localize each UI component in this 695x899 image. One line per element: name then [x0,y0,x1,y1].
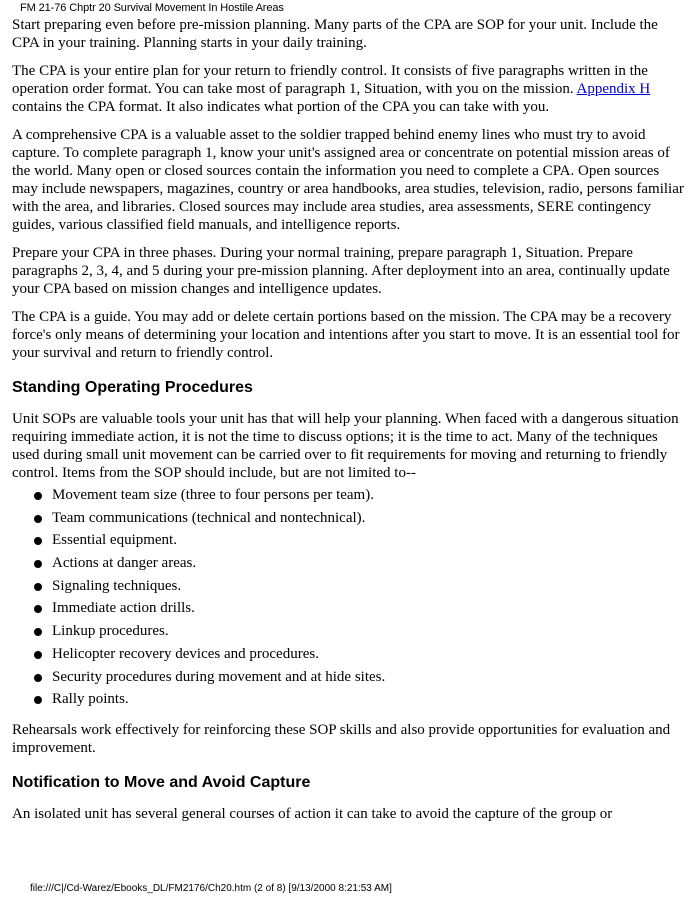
bullet-icon [34,560,42,568]
list-item: Security procedures during movement and at hide sites. [12,668,686,691]
appendix-h-link[interactable]: Appendix H [576,81,651,97]
paragraph-comprehensive-cpa: A comprehensive CPA is a valuable asset to the soldier trapped behind enemy lines who must try to avoid capture. To complete paragraph 1, know your unit's assigned area or concentrate on potential mission areas of the world. Many open or closed sources contain the information you need to complete a CPA. Open sources may include newspapers, magazines, country or area handbooks, area studies, television, radio, persons familiar with the area, and libraries. Closed sources may include area studies, area assessments, SERE contingency guides, various classified field manuals, and intelligence reports. [12,127,684,233]
list-item: Helicopter recovery devices and procedures. [12,645,686,668]
bullet-icon [34,492,42,500]
bullet-icon [34,674,42,682]
list-item: Rally points. [12,690,686,713]
list-item: Immediate action drills. [12,599,686,622]
bullet-icon [34,537,42,545]
bullet-icon [34,696,42,704]
list-item: Movement team size (three to four persons per team). [12,486,686,509]
paragraph-cpa-plan-text: The CPA is your entire plan for your return to friendly control. It consists of five paragraphs written in the operation order format. You can take most of paragraph 1, Situation, with you on the mission. [12,63,648,97]
heading-notification-to-move: Notification to Move and Avoid Capture [12,773,311,791]
list-item: Actions at danger areas. [12,554,686,577]
bullet-icon [34,605,42,613]
paragraph-cpa-plan-text-after: contains the CPA format. It also indicates what portion of the CPA you can take with you. [12,99,550,115]
heading-standing-operating-procedures: Standing Operating Procedures [12,379,253,396]
paragraph-isolated-unit: An isolated unit has several general courses of action it can take to avoid the capture of the group or [12,805,613,822]
sop-items-list [12,486,686,713]
paragraph-unit-sops: Unit SOPs are valuable tools your unit has that will help your planning. When faced with a dangerous situation requiring immediate action, it is not the time to discuss options; it is the time to act. Many of the techniques used during small unit movement can be carried over to fit requirements for moving and returning to friendly control. Items from the SOP should include, but are not limited to-- [12,411,679,481]
paragraph-cpa-guide: The CPA is a guide. You may add or delete certain portions based on the mission. The CPA may be a recovery force's only means of determining your location and intentions after you start to move. It is an essential tool for your survival and return to friendly control. [12,309,680,361]
list-item: Signaling techniques. [12,577,686,600]
document-body [12,16,686,833]
bullet-icon [34,583,42,591]
paragraph-rehearsals: Rehearsals work effectively for reinforcing these SOP skills and also provide opportunities for evaluation and improvement. [12,721,671,756]
list-item: Team communications (technical and nontechnical). [12,509,686,532]
paragraph-start-preparing: Start preparing even before pre-mission planning. Many parts of the CPA are SOP for your unit. Include the CPA in your training. Planning starts in your daily training. [12,17,658,51]
paragraph-three-phases: Prepare your CPA in three phases. During your normal training, prepare paragraph 1, Situation. Prepare paragraphs 2, 3, 4, and 5 during your pre-mission planning. After deployment into an area, continually update your CPA based on mission changes and intelligence updates. [12,245,670,297]
list-item: Linkup procedures. [12,622,686,645]
page-footer: file:///C|/Cd-Warez/Ebooks_DL/FM2176/Ch20.htm (2 of 8) [9/13/2000 8:21:53 AM] [30,883,392,894]
page-header: FM 21-76 Chptr 20 Survival Movement In Hostile Areas [20,2,284,14]
bullet-icon [34,515,42,523]
bullet-icon [34,628,42,636]
paragraph-cpa-plan [12,62,686,116]
list-item: Essential equipment. [12,531,686,554]
bullet-icon [34,651,42,659]
